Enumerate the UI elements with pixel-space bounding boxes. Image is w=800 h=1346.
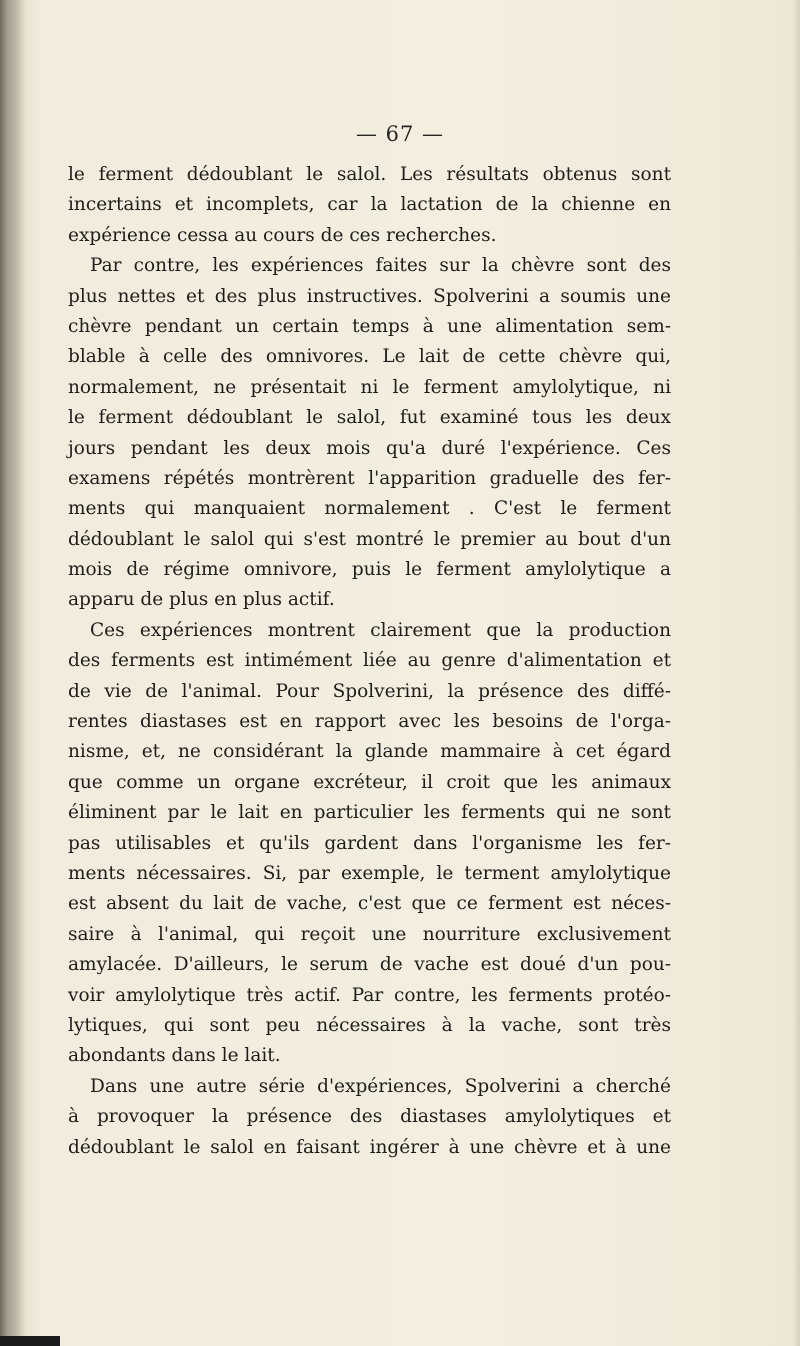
text-line: ments nécessaires. Si, par exemple, le terment amylolytique bbox=[68, 862, 671, 884]
body-text bbox=[68, 160, 671, 1163]
text-line: amylacée. D'ailleurs, le serum de vache est doué d'un pou- bbox=[68, 954, 671, 976]
text-line: apparu de plus en plus actif. bbox=[68, 589, 335, 611]
text-line: examens répétés montrèrent l'apparition graduelle des fer- bbox=[68, 467, 671, 489]
text-line: nisme, et, ne considérant la glande mammaire à cet égard bbox=[68, 741, 671, 763]
text-line: expérience cessa au cours de ces recherches. bbox=[68, 224, 497, 246]
binding-shadow bbox=[0, 0, 26, 1346]
text-line: Dans une autre série d'expériences, Spolverini a cherché bbox=[90, 1075, 671, 1097]
text-line: abondants dans le lait. bbox=[68, 1045, 281, 1067]
text-line: rentes diastases est en rapport avec les besoins de l'orga- bbox=[68, 711, 671, 733]
text-line: à provoquer la présence des diastases amylolytiques et bbox=[68, 1106, 671, 1128]
text-line: est absent du lait de vache, c'est que ce ferment est néces- bbox=[68, 893, 671, 915]
text-line: incertains et incomplets, car la lactation de la chienne en bbox=[68, 194, 671, 216]
text-line: pas utilisables et qu'ils gardent dans l'organisme les fer- bbox=[68, 832, 671, 854]
page-edge bbox=[792, 0, 800, 1346]
text-line: mois de régime omnivore, puis le ferment amylolytique a bbox=[68, 559, 671, 581]
text-line: éliminent par le lait en particulier les ferments qui ne sont bbox=[68, 802, 671, 824]
text-line: dédoublant le salol qui s'est montré le premier au bout d'un bbox=[68, 528, 671, 550]
text-line: que comme un organe excréteur, il croit que les animaux bbox=[68, 771, 671, 793]
text-line: chèvre pendant un certain temps à une alimentation sem- bbox=[68, 315, 671, 337]
text-line: normalement, ne présentait ni le ferment amylolytique, ni bbox=[68, 376, 671, 398]
text-line: le ferment dédoublant le salol, fut examiné tous les deux bbox=[68, 407, 671, 429]
text-line: le ferment dédoublant le salol. Les résultats obtenus sont bbox=[68, 164, 671, 185]
text-line: plus nettes et des plus instructives. Spolverini a soumis une bbox=[68, 285, 671, 307]
text-line: blable à celle des omnivores. Le lait de cette chèvre qui, bbox=[68, 346, 671, 368]
text-line: ments qui manquaient normalement . C'est le ferment bbox=[68, 498, 671, 520]
text-line: des ferments est intimément liée au genre d'alimentation et bbox=[68, 650, 671, 672]
text-line: voir amylolytique très actif. Par contre, les ferments protéo- bbox=[68, 984, 671, 1006]
text-line: Par contre, les expériences faites sur la chèvre sont des bbox=[90, 255, 671, 277]
text-line: jours pendant les deux mois qu'a duré l'expérience. Ces bbox=[68, 437, 671, 459]
text-line: de vie de l'animal. Pour Spolverini, la présence des diffé- bbox=[68, 680, 671, 702]
text-line: lytiques, qui sont peu nécessaires à la vache, sont très bbox=[68, 1014, 671, 1036]
text-line: dédoublant le salol en faisant ingérer à une chèvre et à une bbox=[68, 1136, 671, 1158]
page-number: — 67 — bbox=[355, 122, 445, 146]
scan-margin-mark bbox=[0, 1336, 60, 1346]
text-line: Ces expériences montrent clairement que la production bbox=[90, 619, 671, 641]
text-line: saire à l'animal, qui reçoit une nourriture exclusivement bbox=[68, 923, 671, 945]
